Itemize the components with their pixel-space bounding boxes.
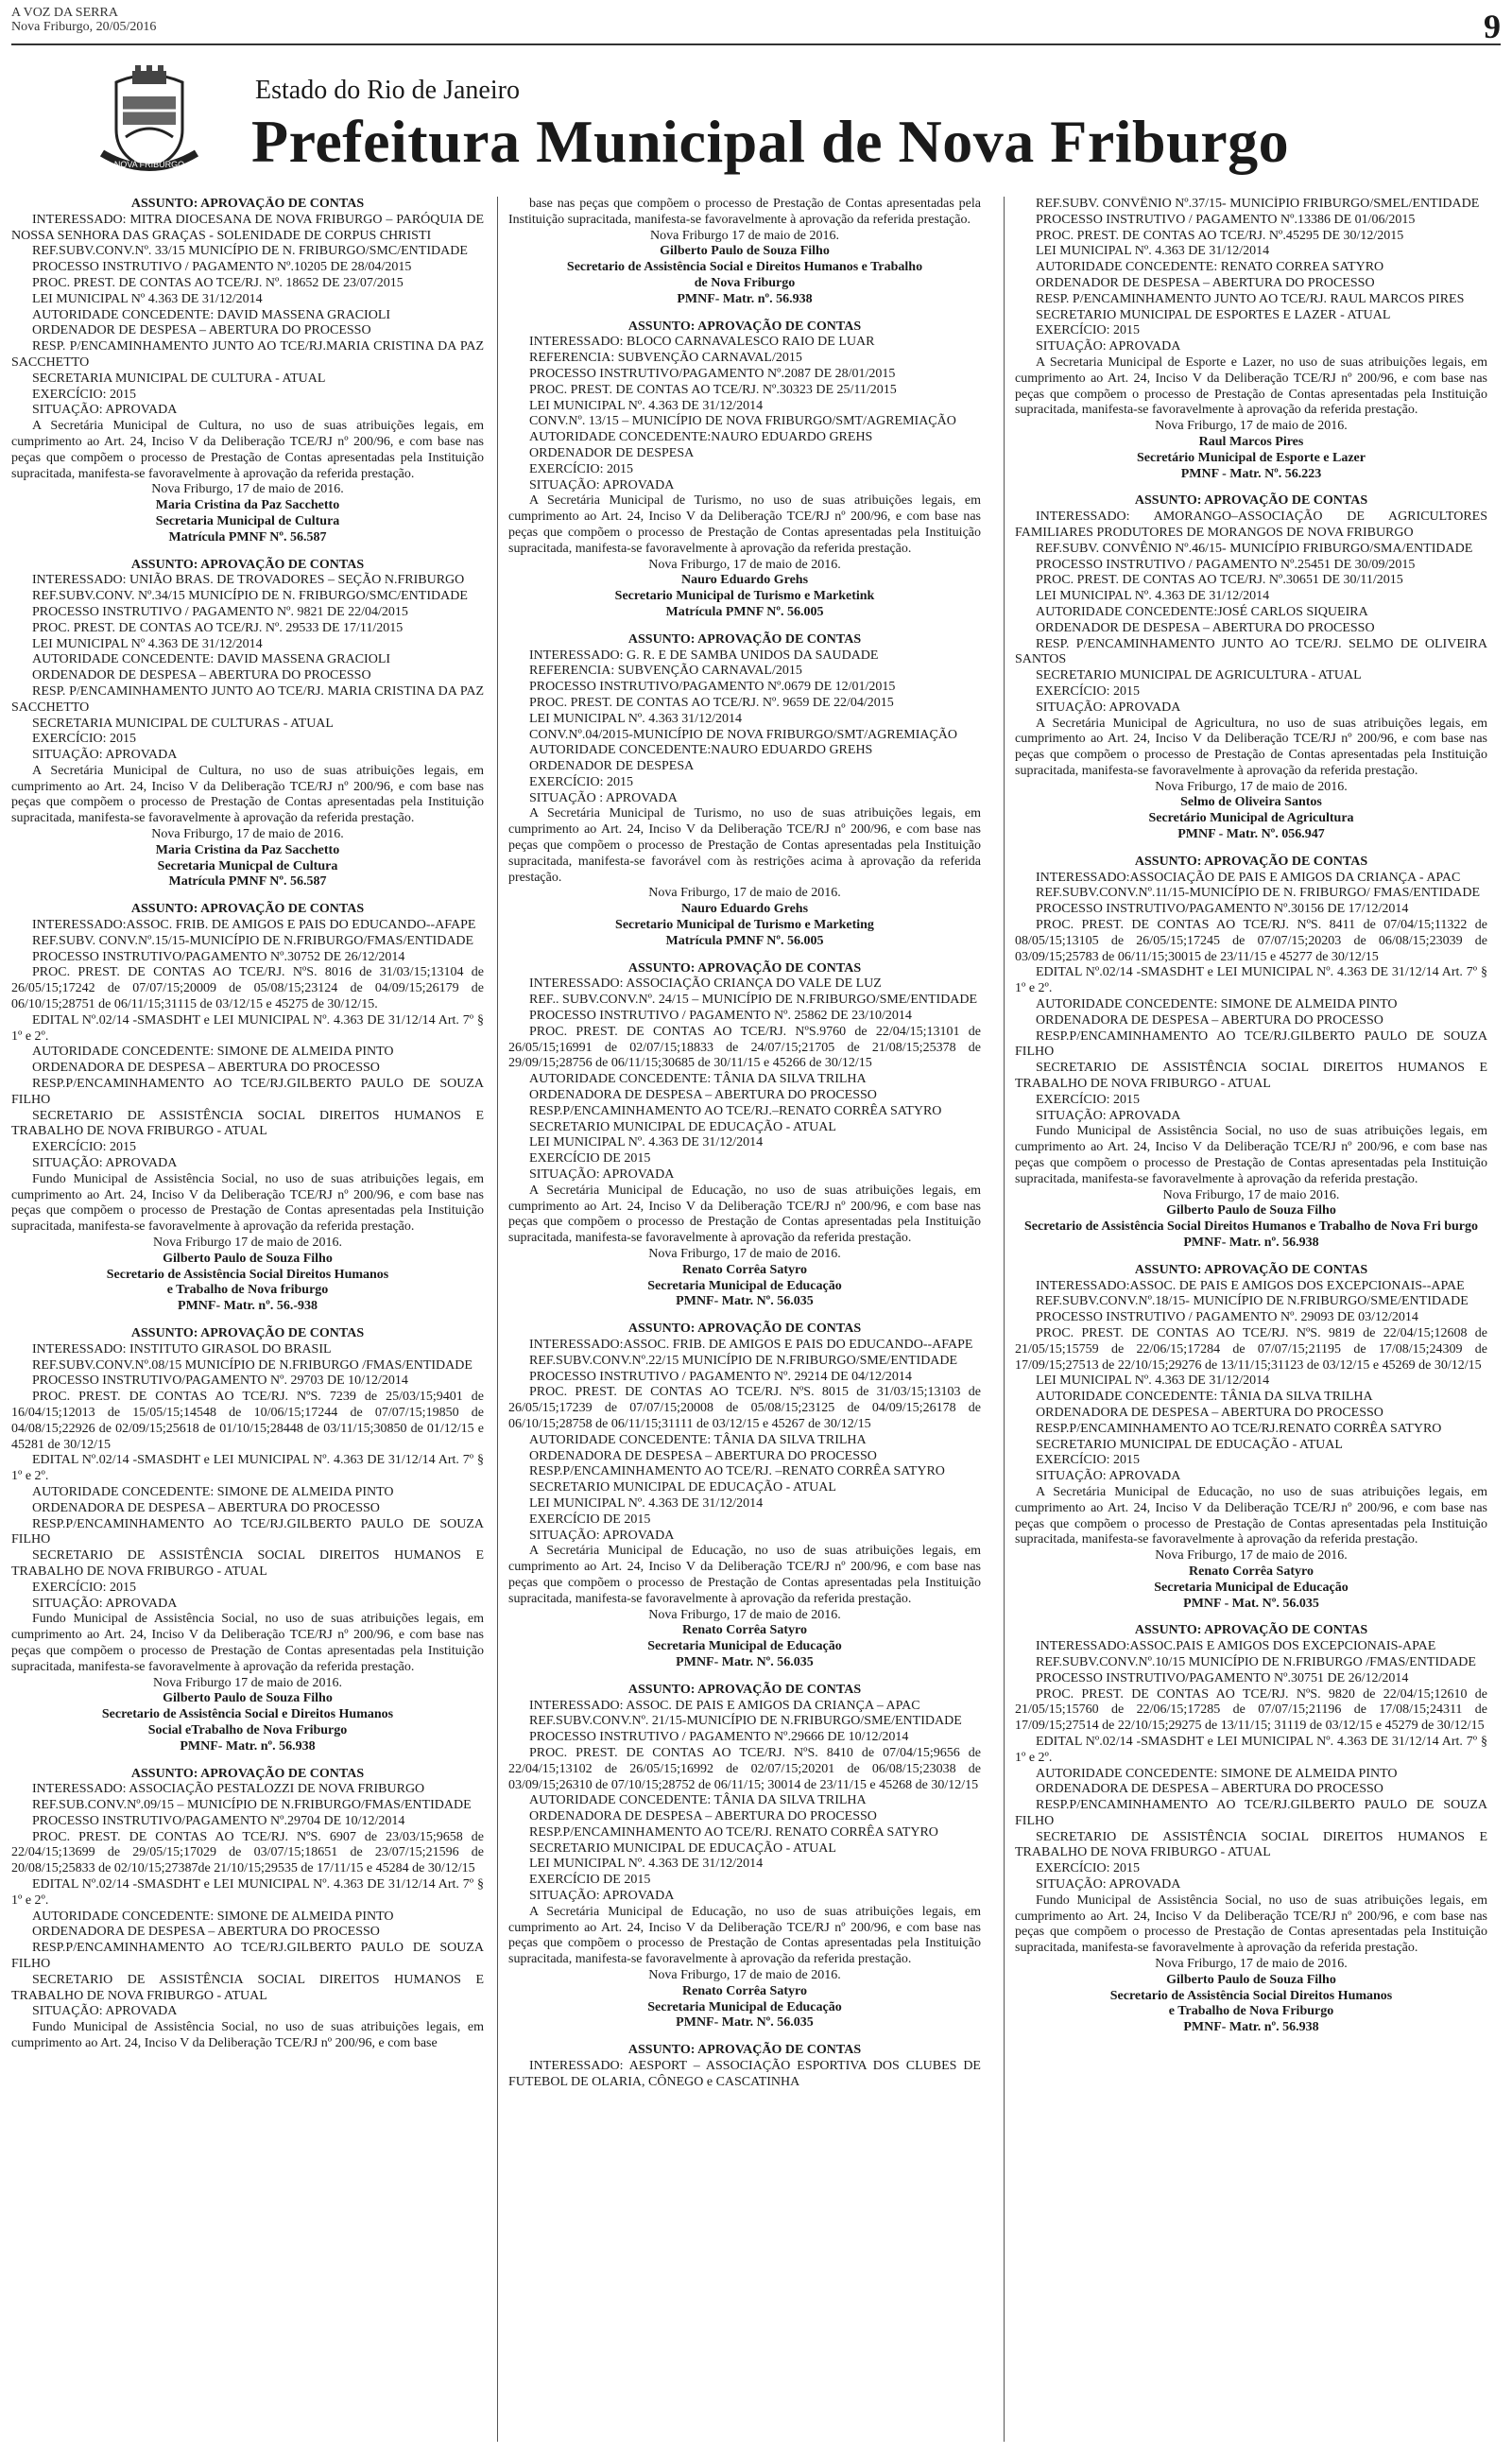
notice-line: ORDENADORA DE DESPESA – ABERTURA DO PROCESSO (1036, 1405, 1383, 1420)
notice-line: ORDENADOR DE DESPESA – ABERTURA DO PROCESSO (1036, 275, 1375, 290)
notice-date: Nova Friburgo, 17 de maio de 2016. (1155, 1548, 1348, 1564)
notice-line: REF.SUBV.CONV.Nº.11/15-MUNICÍPIO DE N. FRIBURGO/ FMAS/ENTIDADE (1036, 886, 1481, 901)
notice-line: INTERESSADO:ASSOC.PAIS E AMIGOS DOS EXCEPCIONAIS-APAE (1036, 1639, 1436, 1654)
notice-line: EXERCÍCIO: 2015 (32, 1580, 137, 1595)
notice-line: INTERESSADO:ASSOC. FRIB. DE AMIGOS E PAIS DO EDUCANDO--AFAPE (32, 918, 476, 933)
notice-line: PROCESSO INSTRUTIVO / PAGAMENTO Nº.10205 DE 28/04/2015 (32, 260, 412, 275)
notice-line: INTERESSADO: INSTITUTO GIRASOL DO BRASIL (32, 1341, 332, 1357)
notice-date: Nova Friburgo, 17 de maio de 2016. (1155, 1957, 1348, 1972)
notice-line: LEI MUNICIPAL Nº. 4.363 DE 31/12/2014 (529, 1857, 764, 1872)
notice-line: LEI MUNICIPAL Nº. 4.363 DE 31/12/2014 (1036, 244, 1270, 259)
notice-signature: de Nova Friburgo (694, 275, 796, 290)
notice-line: LEI MUNICIPAL Nº. 4.363 31/12/2014 (529, 711, 742, 726)
notice-line: AUTORIDADE CONCEDENTE: SIMONE DE ALMEIDA PINTO (1036, 997, 1398, 1012)
notice-line: INTERESSADO: MITRA DIOCESANA DE NOVA FRIBURGO – PARÓQUIA DE NOSSA SENHORA DAS GRAÇAS - SOLENIDADE DE CORPUS CHRISTI (11, 212, 484, 243)
column-divider (497, 197, 498, 2442)
notice-block (11, 902, 484, 1315)
notice-block (11, 1767, 484, 2052)
notice-line: INTERESSADO: BLOCO CARNAVALESCO RAIO DE LUAR (529, 335, 875, 350)
notice-line: EDITAL Nº.02/14 -SMASDHT e LEI MUNICIPAL Nº. 4.363 DE 31/12/14 Art. 7º § 1º e 2º. (1015, 1734, 1487, 1765)
notice-line: SECRETARIO DE ASSISTÊNCIA SOCIAL DIREITOS HUMANOS E TRABALHO DE NOVA FRIBURGO - ATUAL (11, 1548, 484, 1579)
notice-block (11, 197, 484, 546)
notice-line: PROCESSO INSTRUTIVO/PAGAMENTO Nº.30751 DE 26/12/2014 (1036, 1670, 1409, 1685)
notice-signature: Secretario de Assistência Social Direitos Humanos (1109, 1988, 1393, 2003)
notice-line: PROC. PREST. DE CONTAS AO TCE/RJ. Nº. 18652 DE 23/07/2015 (32, 275, 404, 290)
notice-line: REF.. SUBV.CONV.Nº. 24/15 – MUNICÍPIO DE N.FRIBURGO/SME/ENTIDADE (529, 993, 978, 1008)
notice-line: INTERESSADO:ASSOC. FRIB. DE AMIGOS E PAIS DO EDUCANDO--AFAPE (529, 1337, 973, 1352)
notice-line: SECRETARIO MUNICIPAL DE EDUCAÇÃO - ATUAL (529, 1119, 836, 1134)
notice-line: REF.SUBV. CONVÊNIO Nº.37/15- MUNICÍPIO FRIBURGO/SMEL/ENTIDADE (1036, 197, 1480, 211)
notice-line: PROCESSO INSTRUTIVO / PAGAMENTO Nº. 29093 DE 03/12/2014 (1036, 1310, 1418, 1325)
notice-line: ORDENADOR DE DESPESA – ABERTURA DO PROCESSO (1036, 620, 1375, 635)
notice-title: ASSUNTO: APROVAÇÃO DE CONTAS (1134, 1262, 1368, 1277)
notice-line: RESP. P/ENCAMINHAMENTO JUNTO AO TCE/RJ. SELMO DE OLIVEIRA SANTOS (1015, 636, 1487, 667)
notice-line: REF.SUBV.CONV.Nº.08/15 MUNICÍPIO DE N.FRIBURGO /FMAS/ENTIDADE (32, 1357, 472, 1373)
notice-date: Nova Friburgo 17 de maio de 2016. (153, 1675, 342, 1690)
notice-line: EXERCÍCIO: 2015 (32, 1140, 137, 1155)
masthead-title: Prefeitura Municipal de Nova Friburgo (251, 108, 1290, 175)
notice-line: ORDENADORA DE DESPESA – ABERTURA DO PROCESSO (1036, 1012, 1383, 1028)
notice-line: PROC. PREST. DE CONTAS AO TCE/RJ. Nº. 29533 DE 17/11/2015 (32, 620, 404, 635)
notice-line: RESP. P/ENCAMINHAMENTO JUNTO AO TCE/RJ. MARIA CRISTINA DA PAZ SACCHETTO (11, 683, 484, 715)
notice-body: Fundo Municipal de Assistência Social, no uso de suas atribuições legais, em cumprimento ao Art. 24, Inciso V da Deliberação TCE/RJ nº 200/96, e com base nas peças que compõem o processo de Prestação de Contas apresentadas pela Instituição supracitada, manifesta-se favoravelmente à aprovação da referida prestação. (1015, 1892, 1487, 1956)
notice-signature: Social eTrabalho de Nova Friburgo (147, 1722, 348, 1737)
notice-signature: PMNF - Matr. Nº. 56.223 (1180, 466, 1322, 481)
notice-line: INTERESSADO:ASSOC. DE PAIS E AMIGOS DOS EXCEPCIONAIS--APAE (1036, 1278, 1465, 1293)
notice-title: ASSUNTO: APROVAÇÃO DE CONTAS (130, 1325, 365, 1340)
notice-line: PROC. PREST. DE CONTAS AO TCE/RJ. NºS.9760 de 22/04/15;13101 de 26/05/15;16991 de 02/07/15;18833 de 24/07/15;21705 de 21/08/15;25378 de 29/09/15;28756 de 06/11/15;30685 de 30/11/15 e 45266 de 30/12/15 (508, 1024, 981, 1071)
notice-line: PROC. PREST. DE CONTAS AO TCE/RJ. Nº.30323 DE 25/11/2015 (529, 382, 897, 397)
notice-block (1015, 1623, 1487, 2036)
notice-line: RESP.P/ENCAMINHAMENTO AO TCE/RJ.GILBERTO PAULO DE SOUZA FILHO (11, 1941, 484, 1972)
columns (11, 197, 1501, 2446)
notice-line: SITUAÇÃO: APROVADA (1036, 700, 1181, 715)
notice-line: PROCESSO INSTRUTIVO / PAGAMENTO Nº. 9821 DE 22/04/2015 (32, 604, 408, 619)
page-header (11, 6, 1501, 45)
notice-line: SITUAÇÃO: APROVADA (1036, 1877, 1181, 1892)
notice-line: RESP.P/ENCAMINHAMENTO AO TCE/RJ.GILBERTO PAULO DE SOUZA FILHO (1015, 1798, 1487, 1828)
notice-line: INTERESSADO:ASSOCIAÇÃO DE PAIS E AMIGOS DA CRIANÇA - APAC (1036, 870, 1461, 885)
notice-signature: Nauro Eduardo Grehs (680, 902, 809, 917)
notice-line: RESP.P/ENCAMINHAMENTO AO TCE/RJ.GILBERTO PAULO DE SOUZA FILHO (11, 1077, 484, 1107)
notice-date: Nova Friburgo, 17 de maio de 2016. (1155, 419, 1348, 434)
notice-line: RESP. P/ENCAMINHAMENTO JUNTO AO TCE/RJ. RAUL MARCOS PIRES (1036, 291, 1465, 306)
notice-line: PROCESSO INSTRUTIVO / PAGAMENTO Nº.29666 DE 10/12/2014 (529, 1730, 909, 1745)
notice-line: CONV.Nº.04/2015-MUNICÍPIO DE NOVA FRIBURGO/SMT/AGREMIAÇÃO (529, 727, 958, 742)
notice-date: Nova Friburgo, 17 de maio de 2016. (648, 1968, 841, 1983)
notice-line: SECRETARIO MUNICIPAL DE AGRICULTURA - ATUAL (1036, 668, 1362, 683)
notice-signature: Secretaria Municipal de Cultura (155, 513, 340, 528)
notice-signature: PMNF- Matr. nº. 56.938 (1183, 2020, 1319, 2035)
notice-date: Nova Friburgo, 17 de maio de 2016. (151, 482, 344, 497)
notice-signature: PMNF - Mat. Nº. 56.035 (1183, 1596, 1319, 1611)
notice-title: ASSUNTO: APROVAÇÃO DE CONTAS (1134, 493, 1368, 509)
notice-title: ASSUNTO: APROVAÇÃO DE CONTAS (627, 960, 862, 976)
column-2 (508, 197, 981, 2442)
notice-signature: Selmo de Oliveira Santos (1180, 795, 1322, 810)
notice-body: Fundo Municipal de Assistência Social, no uso de suas atribuições legais, em cumprimento ao Art. 24, Inciso V da Deliberação TCE/RJ nº 200/96, e com base nas peças que compõem o processo de Prestação de Contas apresentadas pela Instituição supracitada, manifesta-se favoravelmente à aprovação da referida prestação. (11, 1612, 484, 1674)
notice-date: Nova Friburgo, 17 de maio de 2016. (151, 827, 344, 842)
notice-line: PROC. PREST. DE CONTAS AO TCE/RJ. NºS. 9820 de 22/04/15;12610 de 21/05/15;15760 de 22/06/15;17285 de 07/07/15;21196 de 17/08/15;24311 de 17/09/15;27514 de 22/10/15;29275 de 13/11/15; 31119 de 03/12/15 e 45279 de 30/12/15 (1015, 1686, 1487, 1734)
notice-signature: Renato Corrêa Satyro (682, 1623, 807, 1638)
notice-line: SITUAÇÃO: APROVADA (1036, 1108, 1181, 1123)
notice-line: SECRETARIO MUNICIPAL DE ESPORTES E LAZER - ATUAL (1036, 307, 1391, 322)
notice-line: AUTORIDADE CONCEDENTE: TÂNIA DA SILVA TRILHA (1036, 1390, 1373, 1405)
notice-line: SITUAÇÃO: APROVADA (529, 1889, 675, 1904)
coat-of-arms-icon (93, 63, 206, 177)
notice-body: A Secretaria Municipal de Esporte e Lazer, no uso de suas atribuições legais, em cumprimento ao Art. 24, Inciso V da Deliberação TCE/RJ nº 200/96, e com base nas peças que compõem o processo de Prestação de Contas apresentadas pela Instituição supracitada, manifesta-se favoravelmente à aprovação da referida prestação. (1015, 354, 1487, 418)
notice-title: ASSUNTO: APROVAÇÃO DE CONTAS (627, 319, 862, 334)
notice-line: EXERCÍCIO: 2015 (529, 461, 634, 476)
page-number: 9 (1484, 8, 1501, 45)
notice-line: EXERCÍCIO: 2015 (32, 732, 137, 747)
notice-signature: e Trabalho de Nova Friburgo (1168, 2004, 1334, 2019)
notice-line: PROCESSO INSTRUTIVO/PAGAMENTO Nº.2087 DE 28/01/2015 (529, 366, 896, 381)
notice-line: REF.SUBV.CONV.Nº. 33/15 MUNICÍPIO DE N. FRIBURGO/SMC/ENTIDADE (32, 244, 468, 259)
notice-line: RESP.P/ENCAMINHAMENTO AO TCE/RJ.GILBERTO PAULO DE SOUZA FILHO (1015, 1028, 1487, 1060)
notice-signature: Secretario de Assistência Social Direitos Humanos (106, 1267, 389, 1282)
notice-signature: Secretaria Municipal de Educação (647, 1639, 842, 1654)
notice-body: A Secretária Municipal de Turismo, no uso de suas atribuições legais, em cumprimento ao Art. 24, Inciso V da Deliberação TCE/RJ nº 200/96, e com base nas peças que compõem o processo de Prestação de Contas apresentadas pela Instituição supracitada, manifesta-se favoravelmente à aprovação da referida prestação. (508, 493, 981, 556)
notice-line: AUTORIDADE CONCEDENTE:NAURO EDUARDO GREHS (529, 430, 873, 445)
notice-block (1015, 493, 1487, 843)
notice-line: PROC. PREST. DE CONTAS AO TCE/RJ. NºS. 8015 de 31/03/15;13103 de 26/05/15;17239 de 07/07/15;20008 de 05/08/15;23125 de 04/09/15;26178 de 06/10/15;28758 de 06/11/15;31111 de 03/12/15 e 45267 de 30/12/15 (508, 1385, 981, 1431)
notice-title: ASSUNTO: APROVAÇÃO DE CONTAS (1134, 1623, 1368, 1638)
notice-signature: Maria Cristina da Paz Sacchetto (155, 842, 340, 857)
paper-date: Nova Friburgo, 20/05/2016 (11, 20, 157, 34)
masthead (113, 71, 1493, 180)
notice-line: SITUAÇÃO: APROVADA (32, 1596, 178, 1611)
notice-signature: PMNF- Matr. nº. 56.-938 (178, 1299, 318, 1314)
notice-line: INTERESSADO: ASSOCIAÇÃO CRIANÇA DO VALE DE LUZ (529, 976, 882, 992)
notice-signature: Secretario de Assistência Social e Direitos Humanos (101, 1707, 394, 1722)
notice-line: INTERESSADO: ASSOC. DE PAIS E AMIGOS DA CRIANÇA – APAC (529, 1698, 920, 1713)
notice-signature: Secretaria Municipal de Educação (647, 1278, 842, 1293)
notice-line: REF.SUB.CONV.Nº.09/15 – MUNICÍPIO DE N.FRIBURGO/FMAS/ENTIDADE (32, 1798, 472, 1813)
notice-line: REF.SUBV.CONV.Nº. 21/15-MUNICÍPIO DE N.FRIBURGO/SME/ENTIDADE (529, 1714, 962, 1729)
notice-line: SITUAÇÃO: APROVADA (32, 1156, 178, 1171)
notice-line: REF.SUBV. CONV.Nº.15/15-MUNICÍPIO DE N.FRIBURGO/FMAS/ENTIDADE (32, 933, 474, 948)
notice-signature: Gilberto Paulo de Souza Filho (1166, 1203, 1336, 1218)
notice-line: AUTORIDADE CONCEDENTE:NAURO EDUARDO GREHS (529, 743, 873, 758)
notice-line: SITUAÇÃO: APROVADA (1036, 1469, 1181, 1484)
notice-line: REF.SUBV.CONV.Nº.18/15- MUNICÍPIO DE N.FRIBURGO/SME/ENTIDADE (1036, 1294, 1469, 1309)
notice-signature: Secretário Municipal de Esporte e Lazer (1137, 450, 1366, 465)
notice-line: RESP.P/ENCAMINHAMENTO AO TCE/RJ.–RENATO CORRÊA SATYRO (529, 1103, 942, 1118)
notice-line: EDITAL Nº.02/14 -SMASDHT e LEI MUNICIPAL Nº. 4.363 DE 31/12/14 Art. 7º § 1º e 2º. (1015, 965, 1487, 996)
notice-line: REF.SUBV.CONV. Nº.34/15 MUNICÍPIO DE N. FRIBURGO/SMC/ENTIDADE (32, 589, 468, 604)
notice-line: EDITAL Nº.02/14 -SMASDHT e LEI MUNICIPAL Nº. 4.363 DE 31/12/14 Art. 7º § 1º e 2º. (11, 1877, 484, 1908)
notice-line: PROCESSO INSTRUTIVO / PAGAMENTO Nº. 25862 DE 23/10/2014 (529, 1009, 912, 1024)
notice-line: SECRETARIO DE ASSISTÊNCIA SOCIAL DIREITOS HUMANOS E TRABALHO DE NOVA FRIBURGO - ATUAL (1015, 1061, 1487, 1092)
notice-date: Nova Friburgo, 17 de maio de 2016. (1155, 779, 1348, 794)
notice-body: Fundo Municipal de Assistência Social, no uso de suas atribuições legais, em cumprimento ao Art. 24, Inciso V da Deliberação TCE/RJ nº 200/96, e com base nas peças que compõem o processo de Prestação de Contas apresentadas pela Instituição supracitada, manifesta-se favoravelmente à aprovação da referida prestação. (11, 1171, 484, 1235)
notice-signature: PMNF- Matr. Nº. 56.035 (676, 1294, 814, 1309)
notice-block (11, 558, 484, 891)
notice-line: LEI MUNICIPAL Nº. 4.363 DE 31/12/2014 (1036, 1374, 1270, 1389)
notice-line: LEI MUNICIPAL Nº. 4.363 DE 31/12/2014 (529, 1495, 764, 1511)
notice-signature: Matrícula PMNF Nº. 56.587 (168, 874, 327, 890)
masthead-state: Estado do Rio de Janeiro (255, 76, 520, 105)
notice-title: ASSUNTO: APROVAÇÃO DE CONTAS (130, 1766, 365, 1781)
notice-line: RESP.P/ENCAMINHAMENTO AO TCE/RJ.GILBERTO PAULO DE SOUZA FILHO (11, 1516, 484, 1547)
notice-signature: Secretario de Assistência Social e Direitos Humanos e Trabalho (566, 260, 923, 275)
notice-signature: Renato Corrêa Satyro (682, 1262, 807, 1277)
notice-line: EDITAL Nº.02/14 -SMASDHT e LEI MUNICIPAL Nº. 4.363 DE 31/12/14 Art. 7º § 1º e 2º. (11, 1453, 484, 1484)
notice-line: EXERCÍCIO: 2015 (32, 387, 137, 402)
notice-line: SITUAÇÃO: APROVADA (32, 2004, 178, 2019)
notice-line: SECRETARIO MUNICIPAL DE EDUCAÇÃO - ATUAL (529, 1480, 836, 1495)
notice-line: LEI MUNICIPAL Nº 4.363 DE 31/12/2014 (32, 291, 263, 306)
notice-line: INTERESSADO: ASSOCIAÇÃO PESTALOZZI DE NOVA FRIBURGO (32, 1782, 425, 1797)
notice-line: REFERENCIA: SUBVENÇÃO CARNAVAL/2015 (529, 664, 802, 679)
notice-date: Nova Friburgo 17 de maio de 2016. (153, 1236, 342, 1250)
notice-line: RESP.P/ENCAMINHAMENTO AO TCE/RJ.RENATO CORRÊA SATYRO (1036, 1421, 1442, 1436)
notice-title: ASSUNTO: APROVAÇÃO DE CONTAS (1134, 854, 1368, 869)
notice-line: SECRETARIO MUNICIPAL DE EDUCAÇÃO - ATUAL (1036, 1437, 1343, 1452)
notice-line: INTERESSADO: G. R. E DE SAMBA UNIDOS DA SAUDADE (529, 648, 879, 663)
notice-line: PROCESSO INSTRUTIVO / PAGAMENTO Nº.25451 DE 30/09/2015 (1036, 557, 1416, 572)
notice-title: ASSUNTO: APROVAÇÃO DE CONTAS (130, 197, 365, 211)
notice-line: EXERCÍCIO: 2015 (1036, 1092, 1141, 1107)
notice-line: ORDENADOR DE DESPESA (529, 445, 695, 460)
notice-body: Fundo Municipal de Assistência Social, no uso de suas atribuições legais, em cumprimento ao Art. 24, Inciso V da Deliberação TCE/RJ nº 200/96, e com base (11, 2020, 484, 2051)
notice-signature: Secretario Municipal de Turismo e Marketink (614, 589, 875, 604)
notice-line: PROCESSO INSTRUTIVO/PAGAMENTO Nº.0679 DE 12/01/2015 (529, 680, 896, 695)
notice-line: RESP.P/ENCAMINHAMENTO AO TCE/RJ. –RENATO CORRÊA SATYRO (529, 1464, 945, 1479)
notice-line: EXERCÍCIO DE 2015 (529, 1151, 651, 1167)
notice-title: ASSUNTO: APROVAÇÃO DE CONTAS (130, 557, 365, 572)
notice-line: EXERCÍCIO DE 2015 (529, 1512, 651, 1527)
column-1 (11, 197, 484, 2442)
notice-signature: Gilberto Paulo de Souza Filho (1166, 1972, 1336, 1987)
notice-signature: PMNF- Matr. Nº. 56.035 (676, 2015, 814, 2031)
notice-line: PROC. PREST. DE CONTAS AO TCE/RJ. NºS. 9819 de 22/04/15;12608 de 21/05/15;15759 de 22/06/15;17284 de 07/07/15;21195 de 17/08/15;24309 de 17/09/15;27513 de 22/10/15;29276 de 13/11/15;31123 de 03/12/15 e 45269 de 30/12/15 (1015, 1325, 1487, 1373)
notice-line: EXERCÍCIO: 2015 (1036, 1861, 1141, 1876)
notice-line: PROC. PREST. DE CONTAS AO TCE/RJ. NºS. 8410 de 07/04/15;9656 de 22/04/15;13102 de 26/05/15;16992 de 02/07/15;20201 de 06/08/15;23038 de 03/09/15;26310 de 07/10/15;28752 de 06/11/15; 30014 de 23/11/15 e 45268 de 30/12/15 (508, 1745, 981, 1792)
notice-line: INTERESSADO: UNIÃO BRAS. DE TROVADORES – SEÇÃO N.FRIBURGO (32, 573, 465, 588)
notice-line: AUTORIDADE CONCEDENTE: TÂNIA DA SILVA TRILHA (529, 1793, 867, 1808)
notice-line: AUTORIDADE CONCEDENTE: DAVID MASSENA GRACIOLI (32, 307, 391, 322)
notice-line: ORDENADOR DE DESPESA – ABERTURA DO PROCESSO (32, 323, 371, 338)
notice-title: ASSUNTO: APROVAÇÃO DE CONTAS (627, 1682, 862, 1697)
notice-line: PROCESSO INSTRUTIVO/PAGAMENTO Nº.30156 DE 17/12/2014 (1036, 902, 1409, 917)
notice-line: REF.SUBV.CONV.Nº.10/15 MUNICÍPIO DE N.FRIBURGO /FMAS/ENTIDADE (1036, 1654, 1476, 1669)
notice-signature: Maria Cristina da Paz Sacchetto (155, 498, 340, 513)
notice-line: PROC. PREST. DE CONTAS AO TCE/RJ. NºS. 8016 de 31/03/15;13104 de 26/05/15;17242 de 07/07/15;20009 de 05/08/15;23124 de 04/09/15;26179 de 06/10/15;28751 de 06/11/15;31115 de 03/12/15 e 45275 de 30/12/15. (11, 965, 484, 1012)
notice-body: A Secretária Municipal de Cultura, no uso de suas atribuições legais, em cumprimento ao Art. 24, Inciso V da Deliberação TCE/RJ nº 200/96, e com base nas peças que compõem o processo de Prestação de Contas apresentadas pela Instituição supracitada, manifesta-se favoravelmente à aprovação da referida prestação. (11, 419, 484, 481)
notice-title: ASSUNTO: APROVAÇÃO DE CONTAS (627, 631, 862, 647)
notice-line: SITUAÇÃO: APROVADA (529, 1528, 675, 1543)
notice-block (1015, 197, 1487, 482)
notice-line: SECRETARIO DE ASSISTÊNCIA SOCIAL DIREITOS HUMANOS E TRABALHO DE NOVA FRIBURGO - ATUAL (11, 1108, 484, 1139)
notice-line: SECRETARIA MUNICIPAL DE CULTURA - ATUAL (32, 371, 326, 386)
notice-block (1015, 855, 1487, 1252)
column-3 (1015, 197, 1487, 2442)
notice-date: Nova Friburgo, 17 de maio de 2016. (648, 1607, 841, 1622)
notice-line: CONV.Nº. 13/15 – MUNICÍPIO DE NOVA FRIBURGO/SMT/AGREMIAÇÃO (529, 414, 956, 429)
notice-body: base nas peças que compõem o processo de Prestação de Contas apresentadas pela Instituição supracitada, manifesta-se favoravelmente à aprovação da referida prestação. (508, 197, 981, 227)
notice-block (508, 197, 981, 308)
paper-info (11, 6, 156, 34)
notice-line: SITUAÇÃO: APROVADA (32, 748, 178, 763)
notice-signature: Matrícula PMNF Nº. 56.005 (665, 933, 824, 948)
notice-line: LEI MUNICIPAL Nº. 4.363 DE 31/12/2014 (529, 1135, 764, 1150)
notice-line: PROCESSO INSTRUTIVO/PAGAMENTO Nº.30752 DE 26/12/2014 (32, 949, 405, 964)
notice-line: ORDENADOR DE DESPESA – ABERTURA DO PROCESSO (32, 668, 371, 683)
notice-line: EXERCÍCIO: 2015 (1036, 1453, 1141, 1468)
notice-line: ORDENADORA DE DESPESA – ABERTURA DO PROCESSO (32, 1925, 380, 1940)
notice-body: A Secretária Municipal de Agricultura, no uso de suas atribuições legais, em cumprimento ao Art. 24, Inciso V da Deliberação TCE/RJ nº 200/96, e com base nas peças que compõem o processo de Prestação de Contas apresentadas pela Instituição supracitada, manifesta-se favoravelmente à aprovação da referida prestação. (1015, 716, 1487, 778)
column-divider (1004, 197, 1005, 2442)
notice-line: PROC. PREST. DE CONTAS AO TCE/RJ. Nº. 9659 DE 22/04/2015 (529, 695, 894, 710)
notice-signature: Secretário Municipal de Agricultura (1148, 811, 1354, 826)
notice-body: A Secretária Municipal de Educação, no uso de suas atribuições legais, em cumprimento ao Art. 24, Inciso V da Deliberação TCE/RJ nº 200/96, e com base nas peças que compõem o processo de Prestação de Contas apresentadas pela Instituição supracitada, manifesta-se favoravelmente à aprovação da referida prestação. (508, 1544, 981, 1606)
notice-title: ASSUNTO: APROVAÇÃO DE CONTAS (130, 902, 365, 917)
notice-signature: Secretaria Municpal de Cultura (157, 858, 338, 873)
notice-signature: PMNF - Matr. Nº. 056.947 (1177, 827, 1325, 842)
notice-line: EDITAL Nº.02/14 -SMASDHT e LEI MUNICIPAL Nº. 4.363 DE 31/12/14 Art. 7º § 1º e 2º. (11, 1012, 484, 1044)
notice-line: RESP. P/ENCAMINHAMENTO JUNTO AO TCE/RJ.MARIA CRISTINA DA PAZ SACCHETTO (11, 339, 484, 370)
notice-line: ORDENADORA DE DESPESA – ABERTURA DO PROCESSO (32, 1061, 380, 1076)
notice-line: REF.SUBV. CONVÊNIO Nº.46/15- MUNICÍPIO FRIBURGO/SMA/ENTIDADE (1036, 541, 1473, 556)
notice-title: ASSUNTO: APROVAÇÃO DE CONTAS (627, 1322, 862, 1337)
coat-of-arms-text: NOVA FRIBURGO (113, 160, 185, 169)
notice-date: Nova Friburgo, 17 de maio de 2016. (648, 557, 841, 572)
notice-block (508, 1322, 981, 1671)
notice-block (508, 961, 981, 1311)
notice-signature: Gilberto Paulo de Souza Filho (163, 1691, 333, 1706)
notice-signature: Nauro Eduardo Grehs (680, 573, 809, 588)
notice-line: LEI MUNICIPAL Nº. 4.363 DE 31/12/2014 (1036, 589, 1270, 604)
notice-signature: Matrícula PMNF Nº. 56.005 (665, 604, 824, 619)
notice-line: EXERCÍCIO DE 2015 (529, 1873, 651, 1888)
notice-block (1015, 1263, 1487, 1613)
notice-line: PROC. PREST. DE CONTAS AO TCE/RJ. Nº.45295 DE 30/12/2015 (1036, 228, 1404, 243)
notice-signature: PMNF- Matr. nº. 56.938 (677, 291, 813, 306)
notice-line: AUTORIDADE CONCEDENTE: SIMONE DE ALMEIDA PINTO (32, 1484, 394, 1499)
notice-line: PROC. PREST. DE CONTAS AO TCE/RJ. NºS. 8411 de 07/04/15;11322 de 08/05/15;13105 de 26/05/15;17245 de 07/07/15;20203 de 06/08/15;23039 de 03/09/15;25783 de 06/11/15;30015 de 23/11/15 e 45277 de 30/12/15 (1015, 918, 1487, 964)
notice-signature: e Trabalho de Nova friburgo (166, 1283, 329, 1298)
notice-line: SECRETARIO DE ASSISTÊNCIA SOCIAL DIREITOS HUMANOS E TRABALHO DE NOVA FRIBURGO - ATUAL (11, 1972, 484, 2003)
notice-line: AUTORIDADE CONCEDENTE: TÂNIA DA SILVA TRILHA (529, 1432, 867, 1447)
notice-line: AUTORIDADE CONCEDENTE: SIMONE DE ALMEIDA PINTO (32, 1045, 394, 1060)
notice-line: SECRETARIA MUNICIPAL DE CULTURAS - ATUAL (32, 716, 334, 731)
notice-line: AUTORIDADE CONCEDENTE: SIMONE DE ALMEIDA PINTO (32, 1909, 394, 1924)
notice-signature: Renato Corrêa Satyro (1189, 1564, 1314, 1579)
notice-line: AUTORIDADE CONCEDENTE: DAVID MASSENA GRACIOLI (32, 652, 391, 667)
notice-line: SITUAÇÃO: APROVADA (529, 477, 675, 493)
notice-signature: Secretaria Municipal de Educação (647, 1999, 842, 2014)
notice-signature: Secretario de Assistência Social Direitos Humanos e Trabalho de Nova Fri burgo (1023, 1219, 1478, 1235)
notice-date: Nova Friburgo, 17 de maio de 2016. (648, 886, 841, 901)
notice-block (508, 1683, 981, 2032)
notice-body: A Secretária Municipal de Educação, no uso de suas atribuições legais, em cumprimento ao Art. 24, Inciso V da Deliberação TCE/RJ nº 200/96, e com base nas peças que compõem o processo de Prestação de Contas apresentadas pela Instituição supracitada, manifesta-se favoravelmente à aprovação da referida prestação. (508, 1183, 981, 1246)
notice-line: PROC. PREST. DE CONTAS AO TCE/RJ. NºS. 7239 de 25/03/15;9401 de 16/04/15;12013 de 15/05/15;14548 de 10/06/15;17244 de 07/07/15;19850 de 04/08/15;22926 de 02/09/15;25618 de 01/10/15;28448 de 03/11/15;30850 de 01/12/15 e 45281 de 30/12/15 (11, 1390, 484, 1452)
notice-body: A Secretária Municipal de Turismo, no uso de suas atribuições legais, em cumprimento ao Art. 24, Inciso V da Deliberação TCE/RJ nº 200/96, e com base nas peças que compõem o processo de Prestação de Contas apresentadas pela Instituição supracitada, manifesta-se favorável com às restrições acima à aprovação da referida prestação. (508, 806, 981, 885)
notice-line: ORDENADORA DE DESPESA – ABERTURA DO PROCESSO (1036, 1782, 1383, 1797)
notice-line: EXERCÍCIO: 2015 (1036, 323, 1141, 338)
notice-line: INTERESSADO: AMORANGO–ASSOCIAÇÃO DE AGRICULTORES FAMILIARES PRODUTORES DE MORANGOS DE NOVA FRIBURGO (1015, 510, 1487, 540)
notice-line: ORDENADORA DE DESPESA – ABERTURA DO PROCESSO (32, 1500, 380, 1515)
notice-block (11, 1326, 484, 1755)
notice-line: SECRETARIO DE ASSISTÊNCIA SOCIAL DIREITOS HUMANOS E TRABALHO DE NOVA FRIBURGO - ATUAL (1015, 1829, 1487, 1860)
notice-line: SITUAÇÃO: APROVADA (32, 403, 178, 418)
notice-line: SITUAÇÃO: APROVADA (529, 1167, 675, 1183)
notice-body: Fundo Municipal de Assistência Social, no uso de suas atribuições legais, em cumprimento ao Art. 24, Inciso V da Deliberação TCE/RJ nº 200/96, e com base nas peças que compõem o processo de Prestação de Contas apresentadas pela Instituição supracitada, manifesta-se favoravelmente à aprovação da referida prestação. (1015, 1124, 1487, 1186)
notice-line: PROCESSO INSTRUTIVO/PAGAMENTO Nº.29704 DE 10/12/2014 (32, 1813, 405, 1828)
notice-line: RESP.P/ENCAMINHAMENTO AO TCE/RJ. RENATO CORRÊA SATYRO (529, 1824, 938, 1840)
notice-signature: Gilberto Paulo de Souza Filho (660, 244, 830, 259)
notice-line: SITUAÇÃO: APROVADA (1036, 339, 1181, 354)
notice-block (508, 320, 981, 621)
notice-line: PROCESSO INSTRUTIVO / PAGAMENTO Nº. 29214 DE 04/12/2014 (529, 1369, 912, 1384)
notice-body: A Secretária Municipal de Cultura, no uso de suas atribuições legais, em cumprimento ao Art. 24, Inciso V da Deliberação TCE/RJ nº 200/96, e com base nas peças que compõem o processo de Prestação de Contas apresentadas pela Instituição supracitada, manifesta-se favoravelmente à aprovação da referida prestação. (11, 763, 484, 826)
notice-line: ORDENADORA DE DESPESA – ABERTURA DO PROCESSO (529, 1448, 877, 1463)
notice-line: AUTORIDADE CONCEDENTE: RENATO CORREA SATYRO (1036, 260, 1384, 275)
notice-signature: Raul Marcos Pires (1198, 434, 1304, 449)
notice-title: ASSUNTO: APROVAÇÃO DE CONTAS (627, 2043, 862, 2058)
notice-line: LEI MUNICIPAL Nº 4.363 DE 31/12/2014 (32, 636, 263, 651)
notice-line: PROCESSO INSTRUTIVO / PAGAMENTO Nº.13386 DE 01/06/2015 (1036, 212, 1416, 227)
notice-date: Nova Friburgo, 17 de maio 2016. (1162, 1187, 1340, 1202)
notice-line: SECRETARIO MUNICIPAL DE EDUCAÇÃO - ATUAL (529, 1840, 836, 1856)
notice-signature: Renato Corrêa Satyro (682, 1983, 807, 1998)
notice-line: SITUAÇÃO : APROVADA (529, 790, 678, 805)
notice-line: ORDENADORA DE DESPESA – ABERTURA DO PROCESSO (529, 1809, 877, 1824)
notice-line: AUTORIDADE CONCEDENTE: SIMONE DE ALMEIDA PINTO (1036, 1766, 1398, 1781)
notice-body: A Secretária Municipal de Educação, no uso de suas atribuições legais, em cumprimento ao Art. 24, Inciso V da Deliberação TCE/RJ nº 200/96, e com base nas peças que compõem o processo de Prestação de Contas apresentadas pela Instituição supracitada, manifesta-se favoravelmente à aprovação da referida prestação. (508, 1904, 981, 1967)
notice-line: EXERCÍCIO: 2015 (1036, 683, 1141, 699)
notice-block (508, 632, 981, 950)
notice-line: REFERENCIA: SUBVENÇÃO CARNAVAL/2015 (529, 351, 802, 366)
notice-signature: Gilberto Paulo de Souza Filho (163, 1251, 333, 1266)
notice-line: REF.SUBV.CONV.Nº.22/15 MUNICÍPIO DE N.FRIBURGO/SME/ENTIDADE (529, 1353, 958, 1368)
notice-line: LEI MUNICIPAL Nº. 4.363 DE 31/12/2014 (529, 398, 764, 413)
notice-line: EXERCÍCIO: 2015 (529, 774, 634, 789)
notice-signature: PMNF- Matr. Nº. 56.035 (676, 1654, 814, 1669)
notice-line: PROC. PREST. DE CONTAS AO TCE/RJ. Nº.30651 DE 30/11/2015 (1036, 573, 1403, 588)
notice-line: AUTORIDADE CONCEDENTE: TÂNIA DA SILVA TRILHA (529, 1072, 867, 1087)
paper-name: A VOZ DA SERRA (11, 6, 118, 20)
notice-line: PROC. PREST. DE CONTAS AO TCE/RJ. NºS. 6907 de 23/03/15;9658 de 22/04/15;13699 de 29/05/15;17029 de 03/07/15;18651 de 23/07/15;21596 de 20/08/15;25833 de 02/10/15;27387de 21/10/15;29535 de 17/11/15 e 45284 de 30/12/15 (11, 1829, 484, 1876)
notice-signature: Matrícula PMNF Nº. 56.587 (168, 529, 327, 544)
notice-block (508, 2043, 981, 2090)
notice-line: ORDENADOR DE DESPESA (529, 759, 695, 774)
notice-signature: PMNF- Matr. nº. 56.938 (180, 1738, 316, 1754)
notice-line: PROCESSO INSTRUTIVO/PAGAMENTO Nº. 29703 DE 10/12/2014 (32, 1374, 408, 1389)
notice-line: INTERESSADO: AESPORT – ASSOCIAÇÃO ESPORTIVA DOS CLUBES DE FUTEBOL DE OLARIA, CÔNEGO e CASCATINHA (508, 2059, 981, 2089)
notice-line: AUTORIDADE CONCEDENTE:JOSÉ CARLOS SIQUEIRA (1036, 604, 1368, 619)
notice-body: A Secretária Municipal de Educação, no uso de suas atribuições legais, em cumprimento ao Art. 24, Inciso V da Deliberação TCE/RJ nº 200/96, e com base nas peças que compõem o processo de Prestação de Contas apresentadas pela Instituição supracitada, manifesta-se favoravelmente à aprovação da referida prestação. (1015, 1484, 1487, 1547)
notice-date: Nova Friburgo 17 de maio de 2016. (650, 228, 839, 243)
notice-line: ORDENADORA DE DESPESA – ABERTURA DO PROCESSO (529, 1088, 877, 1103)
notice-signature: Secretario Municipal de Turismo e Marketing (615, 918, 874, 933)
notice-signature: Secretaria Municipal de Educação (1154, 1580, 1349, 1595)
notice-signature: PMNF- Matr. nº. 56.938 (1183, 1236, 1319, 1250)
notice-date: Nova Friburgo, 17 de maio de 2016. (648, 1247, 841, 1261)
